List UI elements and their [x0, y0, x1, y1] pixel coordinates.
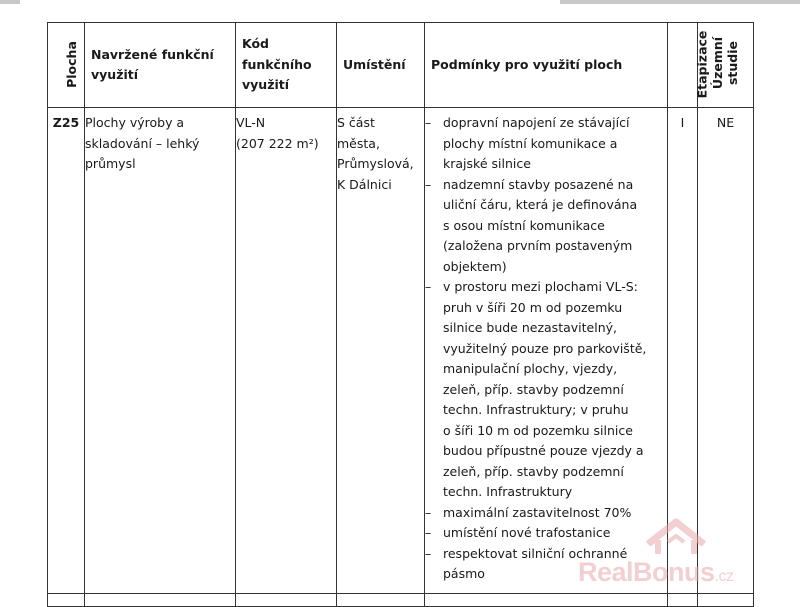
condition-line: pásmo — [443, 566, 485, 581]
location-line: S část — [337, 115, 375, 130]
condition-dash: – — [425, 504, 432, 520]
header-code — [236, 23, 337, 108]
condition-item — [425, 113, 667, 175]
table-header-row — [48, 23, 754, 108]
condition-line: pruh v šíři 20 m od pozemku — [443, 299, 623, 315]
cell-code — [236, 108, 337, 594]
next-cell — [337, 594, 425, 607]
plocha-id: Z25 — [52, 115, 80, 130]
stage-value: I — [680, 115, 685, 130]
condition-line: o šíři 10 m od pozemku silnice — [443, 422, 633, 438]
top-edge-line-left — [0, 0, 20, 4]
header-plocha — [48, 23, 85, 108]
header-stage-label: Etapizace — [694, 30, 710, 99]
condition-line: budou přípustné pouze vjezdy a — [443, 443, 644, 458]
header-use — [85, 23, 236, 108]
page-top-edge — [0, 0, 800, 8]
condition-line: techn. Infrastruktury; v pruhu — [443, 402, 629, 417]
location-line: K Dálnici — [337, 176, 392, 192]
condition-dash: – — [425, 176, 432, 192]
location-line: Průmyslová, — [337, 156, 414, 171]
condition-line: krajské silnice — [443, 156, 531, 171]
condition-line: v prostoru mezi plochami VL-S: — [443, 279, 638, 294]
top-edge-line-right — [560, 0, 800, 4]
next-cell — [668, 594, 698, 607]
next-cell — [425, 594, 668, 607]
use-text: Plochy výroby a skladování – lehký průmysl — [85, 115, 200, 171]
condition-dash: – — [425, 115, 432, 130]
next-cell — [236, 594, 337, 607]
condition-line: umístění nové trafostanice — [443, 525, 611, 540]
condition-line: (založena prvním postaveným — [443, 238, 633, 253]
watermark-tld: .cz — [714, 568, 734, 585]
watermark-text — [578, 557, 788, 588]
cell-plocha — [48, 108, 85, 594]
watermark-brand-a: Real — [578, 557, 634, 587]
next-cell — [85, 594, 236, 607]
cell-use — [85, 108, 236, 594]
condition-item — [425, 175, 667, 278]
header-plocha-label: Plocha — [63, 40, 79, 88]
condition-line: maximální zastavitelnost 70% — [443, 504, 632, 520]
header-study-label — [711, 37, 741, 89]
condition-line: zeleň, příp. stavby podzemní — [443, 381, 624, 397]
next-cell — [698, 594, 754, 607]
watermark-logo — [578, 492, 788, 588]
condition-line: nadzemní stavby posazené na — [443, 176, 634, 192]
next-cell — [48, 594, 85, 607]
header-study-line1: Územní — [710, 37, 726, 90]
condition-line: využitelný pouze pro parkoviště, — [443, 340, 647, 356]
condition-line: dopravní napojení ze stávající — [443, 115, 630, 130]
header-stage — [668, 23, 710, 108]
condition-line: objektem) — [443, 258, 507, 274]
table-row-next — [48, 594, 754, 607]
cell-location — [337, 108, 425, 594]
header-use-label: Navržené funkční využití — [91, 46, 214, 82]
condition-line: manipulační plochy, vjezdy, — [443, 361, 618, 376]
code-text: VL-N — [236, 115, 266, 130]
location-line: města, — [337, 135, 380, 151]
condition-dash: – — [425, 545, 432, 561]
condition-dash: – — [425, 525, 432, 540]
condition-item — [425, 277, 667, 503]
header-conditions — [425, 23, 668, 108]
header-conditions-label: Podmínky pro využití ploch — [431, 56, 623, 72]
condition-line: silnice bude nezastavitelný, — [443, 320, 617, 335]
area-text: (207 222 m²) — [236, 135, 319, 151]
condition-line: plochy místní komunikace a — [443, 135, 618, 151]
header-location — [337, 23, 425, 108]
header-code-label: Kód funkčního využití — [242, 36, 312, 93]
condition-dash: – — [425, 279, 432, 294]
condition-line: techn. Infrastruktury — [443, 484, 573, 499]
header-study-line2: studie — [725, 41, 741, 86]
condition-line: uliční čáru, která je definována — [443, 197, 638, 212]
header-location-label: Umístění — [343, 56, 406, 72]
watermark-brand-b: Bonus — [633, 557, 715, 587]
condition-line: respektovat silniční ochranné — [443, 545, 628, 561]
study-value: NE — [716, 115, 735, 130]
condition-line: s osou místní komunikace — [443, 217, 605, 233]
condition-line: zeleň, příp. stavby podzemní — [443, 463, 624, 479]
